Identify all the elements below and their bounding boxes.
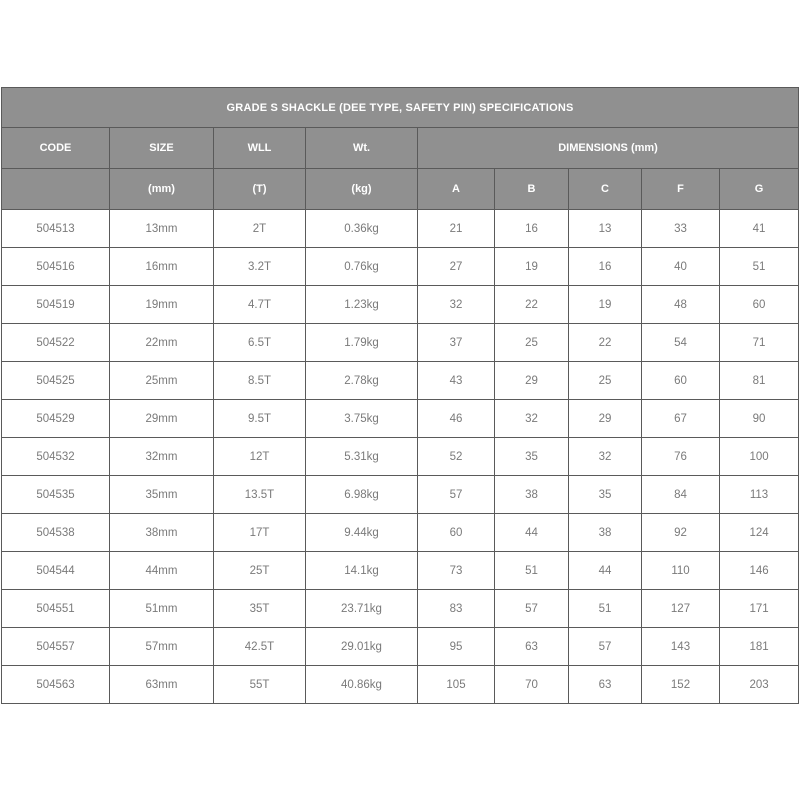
cell-size: 51mm [110,590,214,628]
cell-code: 504519 [2,286,110,324]
unit-size: (mm) [110,169,214,210]
header-dimensions: DIMENSIONS (mm) [418,128,799,169]
cell-dim-g: 124 [720,514,799,552]
cell-wll: 42.5T [214,628,306,666]
cell-code: 504544 [2,552,110,590]
cell-dim-f: 127 [642,590,720,628]
cell-dim-c: 22 [569,324,642,362]
table-row [2,552,799,590]
unit-header-row [2,169,799,210]
unit-dim-g: G [720,169,799,210]
cell-dim-g: 113 [720,476,799,514]
cell-dim-a: 37 [418,324,495,362]
cell-dim-f: 76 [642,438,720,476]
cell-weight: 0.36kg [306,210,418,248]
cell-dim-f: 143 [642,628,720,666]
cell-dim-g: 71 [720,324,799,362]
cell-dim-g: 51 [720,248,799,286]
cell-dim-a: 27 [418,248,495,286]
cell-weight: 5.31kg [306,438,418,476]
cell-wll: 2T [214,210,306,248]
unit-weight: (kg) [306,169,418,210]
cell-size: 32mm [110,438,214,476]
table-row [2,400,799,438]
cell-dim-f: 48 [642,286,720,324]
cell-dim-a: 46 [418,400,495,438]
cell-dim-c: 13 [569,210,642,248]
cell-weight: 40.86kg [306,666,418,704]
cell-wll: 4.7T [214,286,306,324]
column-header-row [2,128,799,169]
cell-dim-c: 29 [569,400,642,438]
cell-dim-g: 181 [720,628,799,666]
table-row [2,248,799,286]
unit-dim-c: C [569,169,642,210]
cell-size: 44mm [110,552,214,590]
table-row [2,476,799,514]
cell-size: 25mm [110,362,214,400]
cell-wll: 17T [214,514,306,552]
cell-wll: 6.5T [214,324,306,362]
cell-wll: 55T [214,666,306,704]
cell-dim-b: 51 [495,552,569,590]
cell-dim-b: 25 [495,324,569,362]
cell-dim-f: 40 [642,248,720,286]
cell-dim-a: 52 [418,438,495,476]
cell-dim-f: 33 [642,210,720,248]
cell-size: 63mm [110,666,214,704]
cell-code: 504538 [2,514,110,552]
cell-dim-g: 90 [720,400,799,438]
cell-size: 38mm [110,514,214,552]
cell-weight: 1.79kg [306,324,418,362]
cell-size: 57mm [110,628,214,666]
table-row [2,590,799,628]
cell-dim-g: 41 [720,210,799,248]
cell-dim-g: 146 [720,552,799,590]
spec-table [1,87,799,704]
cell-dim-g: 81 [720,362,799,400]
cell-dim-c: 38 [569,514,642,552]
cell-dim-c: 25 [569,362,642,400]
cell-dim-b: 29 [495,362,569,400]
cell-dim-a: 105 [418,666,495,704]
cell-weight: 14.1kg [306,552,418,590]
cell-dim-b: 63 [495,628,569,666]
cell-dim-c: 57 [569,628,642,666]
cell-dim-c: 51 [569,590,642,628]
cell-code: 504529 [2,400,110,438]
table-row [2,286,799,324]
cell-dim-a: 43 [418,362,495,400]
cell-dim-b: 44 [495,514,569,552]
cell-weight: 23.71kg [306,590,418,628]
cell-code: 504551 [2,590,110,628]
table-title-row [2,88,799,128]
cell-weight: 2.78kg [306,362,418,400]
table-row [2,628,799,666]
cell-size: 19mm [110,286,214,324]
table-body [2,210,799,704]
table-row [2,210,799,248]
cell-dim-g: 60 [720,286,799,324]
header-wll: WLL [214,128,306,169]
cell-dim-b: 57 [495,590,569,628]
cell-dim-c: 16 [569,248,642,286]
cell-code: 504532 [2,438,110,476]
cell-dim-f: 67 [642,400,720,438]
cell-dim-c: 35 [569,476,642,514]
cell-code: 504513 [2,210,110,248]
cell-size: 35mm [110,476,214,514]
cell-code: 504522 [2,324,110,362]
cell-wll: 8.5T [214,362,306,400]
cell-wll: 12T [214,438,306,476]
cell-dim-a: 73 [418,552,495,590]
cell-size: 16mm [110,248,214,286]
cell-dim-a: 95 [418,628,495,666]
cell-dim-a: 83 [418,590,495,628]
cell-dim-c: 19 [569,286,642,324]
cell-dim-b: 16 [495,210,569,248]
cell-weight: 0.76kg [306,248,418,286]
cell-dim-a: 60 [418,514,495,552]
cell-wll: 25T [214,552,306,590]
header-size: SIZE [110,128,214,169]
cell-dim-g: 100 [720,438,799,476]
cell-dim-b: 38 [495,476,569,514]
header-code: CODE [2,128,110,169]
cell-dim-b: 22 [495,286,569,324]
cell-weight: 3.75kg [306,400,418,438]
cell-dim-f: 110 [642,552,720,590]
cell-dim-a: 57 [418,476,495,514]
cell-dim-f: 84 [642,476,720,514]
table-row [2,514,799,552]
cell-dim-g: 203 [720,666,799,704]
cell-code: 504525 [2,362,110,400]
cell-dim-c: 63 [569,666,642,704]
table-row [2,324,799,362]
cell-weight: 1.23kg [306,286,418,324]
unit-dim-f: F [642,169,720,210]
cell-dim-c: 32 [569,438,642,476]
cell-wll: 13.5T [214,476,306,514]
cell-dim-f: 92 [642,514,720,552]
cell-dim-b: 35 [495,438,569,476]
cell-code: 504516 [2,248,110,286]
cell-dim-b: 32 [495,400,569,438]
table-title: GRADE S SHACKLE (DEE TYPE, SAFETY PIN) SPECIFICATIONS [2,88,799,128]
cell-dim-g: 171 [720,590,799,628]
table-row [2,362,799,400]
cell-size: 29mm [110,400,214,438]
cell-code: 504557 [2,628,110,666]
cell-dim-f: 60 [642,362,720,400]
table-row [2,666,799,704]
cell-dim-c: 44 [569,552,642,590]
cell-dim-b: 19 [495,248,569,286]
table-row [2,438,799,476]
cell-wll: 35T [214,590,306,628]
cell-dim-f: 152 [642,666,720,704]
unit-code [2,169,110,210]
cell-dim-a: 21 [418,210,495,248]
cell-weight: 29.01kg [306,628,418,666]
cell-wll: 3.2T [214,248,306,286]
cell-size: 22mm [110,324,214,362]
cell-weight: 9.44kg [306,514,418,552]
unit-wll: (T) [214,169,306,210]
cell-dim-a: 32 [418,286,495,324]
cell-dim-b: 70 [495,666,569,704]
cell-dim-f: 54 [642,324,720,362]
unit-dim-a: A [418,169,495,210]
cell-code: 504535 [2,476,110,514]
header-weight: Wt. [306,128,418,169]
cell-code: 504563 [2,666,110,704]
cell-size: 13mm [110,210,214,248]
unit-dim-b: B [495,169,569,210]
cell-wll: 9.5T [214,400,306,438]
cell-weight: 6.98kg [306,476,418,514]
